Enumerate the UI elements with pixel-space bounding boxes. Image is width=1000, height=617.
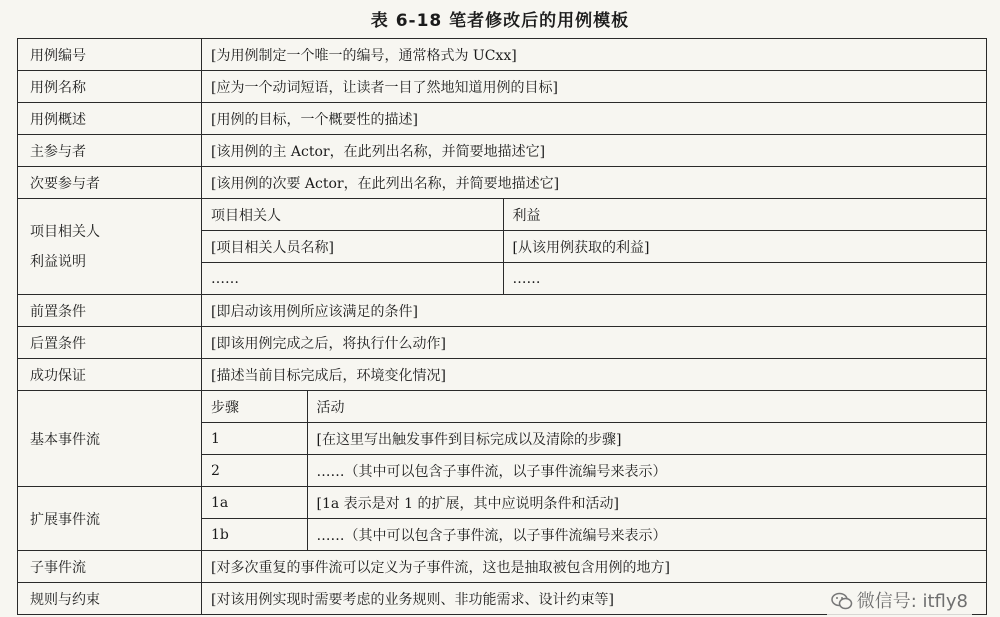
row-label-secondary-actor: 次要参与者: [18, 167, 202, 199]
row-label-postcondition: 后置条件: [18, 327, 202, 359]
table-cell: 1b: [202, 519, 307, 551]
table-cell: 2: [202, 455, 307, 487]
row-value-primary-actor: [该用例的主 Actor，在此列出名称，并简要地描述它]: [202, 135, 987, 167]
table-row: [202, 487, 986, 519]
row-label-sub-flow: 子事件流: [18, 551, 202, 583]
stakeholders-header-person: 项目相关人: [202, 199, 503, 231]
row-value-id: [为用例制定一个唯一的编号，通常格式为 UCxx]: [202, 39, 987, 71]
row-label-overview: 用例概述: [18, 103, 202, 135]
watermark-text: 微信号: itfly8: [856, 591, 968, 612]
row-label-id: 用例编号: [18, 39, 202, 71]
table-cell: ……（其中可以包含子事件流，以子事件流编号来表示）: [316, 463, 667, 480]
row-label-name: 用例名称: [18, 71, 202, 103]
table-row: [18, 391, 987, 487]
table-cell: 1a: [202, 487, 307, 519]
row-value-overview: [用例的目标，一个概要性的描述]: [202, 103, 987, 135]
table-cell: 1: [202, 423, 307, 455]
row-value-name: [应为一个动词短语，让读者一目了然地知道用例的目标]: [202, 71, 987, 103]
table-row: [18, 295, 987, 327]
table-row: [18, 103, 987, 135]
table-row: [18, 487, 987, 551]
table-cell: [项目相关人员名称]: [202, 231, 503, 263]
table-row: [18, 71, 987, 103]
table-row: [202, 391, 986, 423]
stakeholders-nested-cell: [202, 199, 987, 295]
table-cell: [从该用例获取的利益]: [503, 231, 986, 263]
table-cell: ……（其中可以包含子事件流，以子事件流编号来表示）: [316, 527, 667, 544]
table-row: [202, 455, 986, 487]
basic-flow-table: [202, 391, 986, 486]
row-label-stakeholders: [18, 199, 202, 295]
basic-flow-header-step: 步骤: [202, 391, 307, 423]
table-row: [202, 423, 986, 455]
table-cell: ……: [202, 263, 503, 295]
table-cell: [在这里写出触发事件到目标完成以及清除的步骤]: [307, 423, 986, 455]
row-label-basic-flow: 基本事件流: [18, 391, 202, 487]
table-row: [18, 359, 987, 391]
row-value-success-guarantee: [描述当前目标完成后，环境变化情况]: [202, 359, 987, 391]
row-value-secondary-actor: [该用例的次要 Actor，在此列出名称，并简要地描述它]: [202, 167, 987, 199]
row-value-rules: [对该用例实现时需要考虑的业务规则、非功能需求、设计约束等]: [202, 583, 987, 615]
stakeholders-label-line2: 利益说明: [30, 253, 86, 270]
wechat-icon: [831, 592, 853, 615]
row-label-extension-flow: 扩展事件流: [18, 487, 202, 551]
table-row: [18, 167, 987, 199]
table-cell: [1a 表示是对 1 的扩展，其中应说明条件和活动]: [307, 487, 986, 519]
extension-flow-table: [202, 487, 986, 550]
table-row: [18, 199, 987, 295]
row-value-precondition: [即启动该用例所应该满足的条件]: [202, 295, 987, 327]
basic-flow-header-activity: 活动: [307, 391, 986, 423]
table-row: [202, 231, 986, 263]
row-label-primary-actor: 主参与者: [18, 135, 202, 167]
use-case-template-table: [17, 38, 987, 615]
row-label-precondition: 前置条件: [18, 295, 202, 327]
stakeholders-table: [202, 199, 986, 294]
table-cell: ……: [512, 270, 541, 287]
table-title: 表 6-18 笔者修改后的用例模板: [370, 11, 630, 31]
table-row: [202, 263, 986, 295]
extension-flow-nested-cell: [202, 487, 987, 551]
row-value-postcondition: [即该用例完成之后，将执行什么动作]: [202, 327, 987, 359]
table-row: [202, 519, 986, 551]
row-label-success-guarantee: 成功保证: [18, 359, 202, 391]
table-row: [18, 39, 987, 71]
table-row: [18, 327, 987, 359]
watermark: [827, 587, 972, 615]
stakeholders-header-benefit: 利益: [503, 199, 986, 231]
table-row: [18, 551, 987, 583]
row-value-sub-flow: [对多次重复的事件流可以定义为子事件流，这也是抽取被包含用例的地方]: [202, 551, 987, 583]
stakeholders-label-line1: 项目相关人: [30, 223, 100, 240]
row-label-rules: 规则与约束: [18, 583, 202, 615]
table-row: [18, 135, 987, 167]
table-row: [202, 199, 986, 231]
basic-flow-nested-cell: [202, 391, 987, 487]
